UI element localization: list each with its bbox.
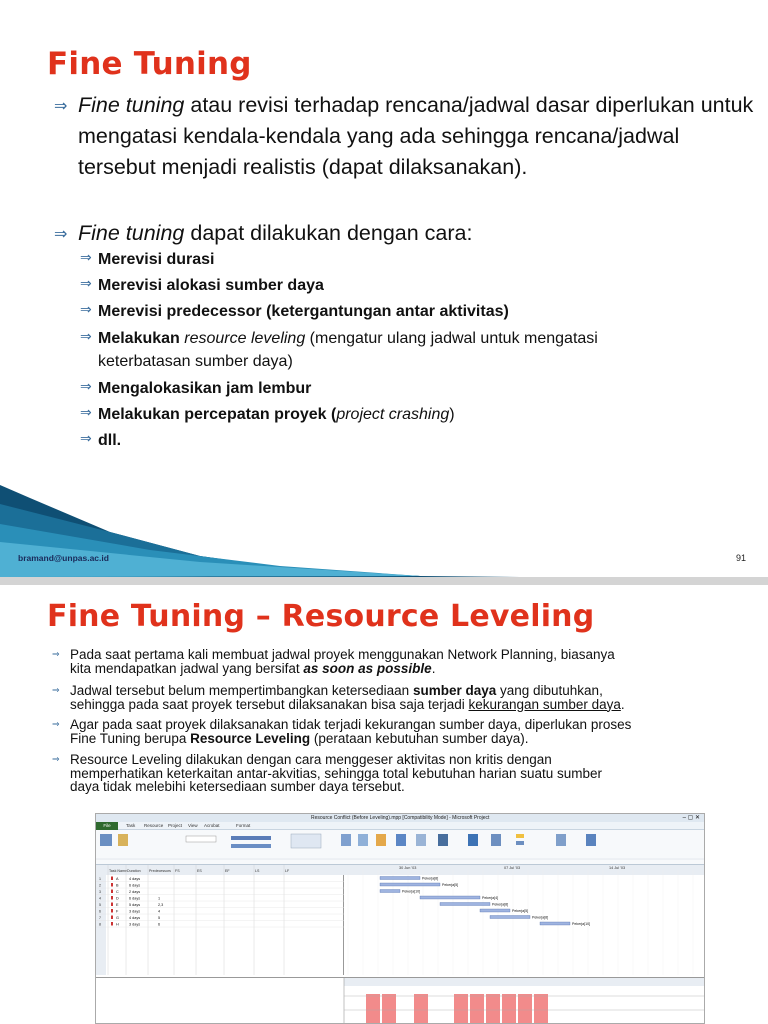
row-number: 5 — [99, 903, 101, 907]
gantt-bar[interactable] — [380, 877, 420, 880]
overallocation-bar — [502, 994, 516, 1024]
task-predecessors: 6 — [158, 922, 161, 927]
overallocation-bar — [454, 994, 468, 1024]
resource-graph-pane — [96, 977, 704, 1024]
sub-item: Melakukan resource leveling (mengatur ulang jadwal untuk mengatasi — [98, 330, 598, 347]
sub-bullet-icon: ⇒ — [80, 404, 92, 420]
overallocation-bar — [366, 994, 380, 1024]
column-header[interactable]: ES — [197, 869, 202, 873]
tab-file[interactable]: File — [96, 822, 118, 830]
slide-title: Fine Tuning — [47, 46, 252, 82]
column-header[interactable]: Task Name — [109, 869, 127, 873]
sub-item: Melakukan percepatan proyek (project crashing) — [98, 406, 455, 423]
timescale-label: 30 Jun '03 — [399, 866, 417, 870]
sub-bullet-icon: ⇒ — [80, 328, 92, 344]
sub-item: Merevisi predecessor (ketergantungan antar aktivitas) — [98, 303, 509, 320]
gantt-bar[interactable] — [490, 916, 530, 919]
ribbon-tabs — [96, 822, 704, 830]
task-indicator-icon — [111, 916, 113, 920]
row-number: 3 — [99, 890, 101, 894]
gantt-bar-label: Pekerja[10] — [402, 889, 421, 894]
task-name: A — [116, 877, 119, 881]
overallocation-bar — [518, 994, 532, 1024]
paragraph-3: Agar pada saat proyek dilaksanakan tidak terjadi kekurangan sumber daya, diperlukan proses Fine Tuning berupa Resource Leveling (perataan kebutuhan sumber daya). — [70, 717, 632, 746]
task-duration: 6 days — [129, 896, 141, 901]
gantt-bar-label: Pekerja[5] — [442, 883, 459, 887]
column-header[interactable]: Predecessors — [149, 869, 171, 873]
task-name: C — [116, 890, 119, 894]
task-name: D — [116, 896, 119, 901]
task-duration: 3 days — [129, 909, 141, 914]
gantt-bar-label: Pekerja[8] — [422, 876, 439, 881]
task-predecessors: 1 — [158, 896, 161, 901]
page-number: 91 — [736, 553, 747, 563]
task-indicator-icon — [111, 896, 113, 900]
gantt-bar-label: Pekerja[4] — [482, 896, 499, 900]
bullet-arrow-icon: ⇒ — [52, 754, 60, 764]
column-header[interactable]: FS — [175, 869, 180, 873]
ms-project-screenshot — [95, 813, 705, 1024]
paragraph-2: Jadwal tersebut belum mempertimbangkan ketersediaan sumber daya yang dibutuhkan, sehingga pada saat proyek tersebut dilaksanakan bisa saja terjadi kekurangan sumber daya. — [70, 683, 625, 712]
gantt-bar[interactable] — [380, 890, 400, 893]
column-header[interactable]: LS — [255, 869, 260, 873]
column-header[interactable]: EF — [225, 869, 230, 873]
task-duration: 4 days — [129, 877, 141, 881]
bullet-arrow-icon: ⇒ — [54, 98, 68, 115]
gantt-bar[interactable] — [380, 883, 440, 886]
gantt-chart — [344, 865, 705, 975]
slide-resource-leveling — [0, 585, 768, 1024]
sub-bullet-icon: ⇒ — [80, 249, 92, 265]
gantt-bar[interactable] — [540, 922, 570, 925]
bullet-arrow-icon: ⇒ — [54, 226, 68, 243]
row-number: 6 — [99, 909, 101, 914]
task-indicator-icon — [111, 909, 113, 913]
sub-item-continued: keterbatasan sumber daya) — [98, 353, 293, 370]
gantt-table — [96, 865, 344, 975]
task-indicator-icon — [111, 890, 113, 894]
overallocation-bar — [382, 994, 396, 1024]
overallocation-bar — [470, 994, 484, 1024]
bullet-arrow-icon: ⇒ — [52, 719, 60, 729]
row-number: 8 — [99, 922, 101, 927]
task-indicator-icon — [111, 883, 113, 887]
slide-title: Fine Tuning – Resource Leveling — [47, 599, 595, 634]
task-name: H — [116, 922, 119, 927]
task-name: G — [116, 916, 119, 920]
tab-task[interactable]: Task — [126, 823, 136, 828]
task-predecessors: 4 — [158, 909, 161, 914]
sub-bullet-icon: ⇒ — [80, 275, 92, 291]
overallocation-bar — [534, 994, 548, 1024]
gantt-chart-area — [344, 865, 705, 975]
row-number: 4 — [99, 896, 101, 901]
row-number: 1 — [99, 877, 101, 881]
overallocation-bar — [414, 994, 428, 1024]
tab-view[interactable]: View — [188, 823, 198, 828]
gantt-bar-label: Pekerja[10] — [572, 922, 591, 926]
column-header[interactable]: Duration — [127, 869, 141, 873]
task-predecessors: 5 — [158, 916, 161, 920]
gantt-bar-label: Pekerja[8] — [532, 915, 549, 920]
sub-item: Merevisi durasi — [98, 251, 215, 268]
sub-item: Mengalokasikan jam lembur — [98, 380, 312, 397]
gantt-bar-label: Pekerja[5] — [512, 909, 529, 913]
paragraph-1: Pada saat pertama kali membuat jadwal proyek menggunakan Network Planning, biasanya kita mendapatkan jadwal yang bersifat as soon as possible. — [70, 647, 615, 676]
task-indicator-icon — [111, 922, 113, 926]
decorative-wave-band — [0, 480, 768, 577]
task-duration: 4 days — [129, 916, 141, 920]
timescale-label: 07 Jul '03 — [504, 866, 521, 870]
tab-project[interactable]: Project — [168, 823, 183, 828]
row-number: 2 — [99, 883, 101, 888]
task-duration: 2 days — [129, 890, 141, 894]
sub-item: Merevisi alokasi sumber daya — [98, 277, 324, 294]
tab-resource[interactable]: Resource — [144, 823, 164, 828]
sub-bullet-icon: ⇒ — [80, 301, 92, 317]
task-name: E — [116, 903, 119, 907]
sub-item: dll. — [98, 432, 122, 449]
task-duration: 5 days — [129, 903, 141, 907]
window-title: Resource Conflict (Before Leveling).mpp [Compatibility Mode] - Microsoft Project — [311, 815, 490, 821]
bullet-paragraph: Fine tuning atau revisi terhadap rencana/jadwal dasar diperlukan untuk mengatasi kendala-kendala yang ada sehingga rencana/jadwal tersebut menjadi realistis (dapat dilaksanakan). — [78, 93, 754, 179]
row-number: 7 — [99, 916, 101, 920]
resource-graph — [96, 978, 705, 1024]
gantt-bar[interactable] — [480, 909, 510, 912]
window-controls-icon[interactable]: – ▢ ✕ — [682, 815, 700, 821]
bullet-arrow-icon: ⇒ — [52, 649, 60, 659]
task-name: B — [116, 883, 119, 888]
overallocation-bar — [486, 994, 500, 1024]
task-name: F — [116, 909, 119, 914]
tab-acrobat[interactable]: Acrobat — [204, 823, 220, 828]
timescale-label: 14 Jul '03 — [609, 866, 626, 870]
sub-bullet-icon: ⇒ — [80, 378, 92, 394]
ribbon-icons — [96, 830, 705, 865]
gantt-table-grid — [96, 865, 344, 975]
task-indicator-icon — [111, 877, 113, 881]
gantt-bar[interactable] — [420, 896, 480, 899]
paragraph-4: Resource Leveling dilakukan dengan cara menggeser aktivitas non kritis dengan memperhatikan keterkaitan antar-akvitias, sehingga total kebutuhan harian suatu sumber daya tidak melebihi ketersediaan sumber daya tersebut. — [70, 752, 603, 794]
tab-format[interactable]: Format — [236, 823, 251, 828]
ribbon-toolbar — [96, 830, 704, 865]
task-duration: 6 days — [129, 883, 141, 888]
gantt-bar-label: Pekerja[8] — [492, 902, 509, 907]
task-predecessors: 2,3 — [158, 903, 164, 907]
slide-separator — [0, 577, 768, 585]
task-duration: 3 days — [129, 922, 141, 927]
task-indicator-icon — [111, 903, 113, 907]
footer-email: bramand@unpas.ac.id — [18, 553, 109, 563]
column-header[interactable]: LF — [285, 869, 290, 873]
bullet-paragraph: Fine tuning dapat dilakukan dengan cara: — [78, 221, 473, 245]
bullet-arrow-icon: ⇒ — [52, 685, 60, 695]
sub-bullet-icon: ⇒ — [80, 430, 92, 446]
window-titlebar — [96, 814, 704, 822]
gantt-bar[interactable] — [440, 903, 490, 906]
